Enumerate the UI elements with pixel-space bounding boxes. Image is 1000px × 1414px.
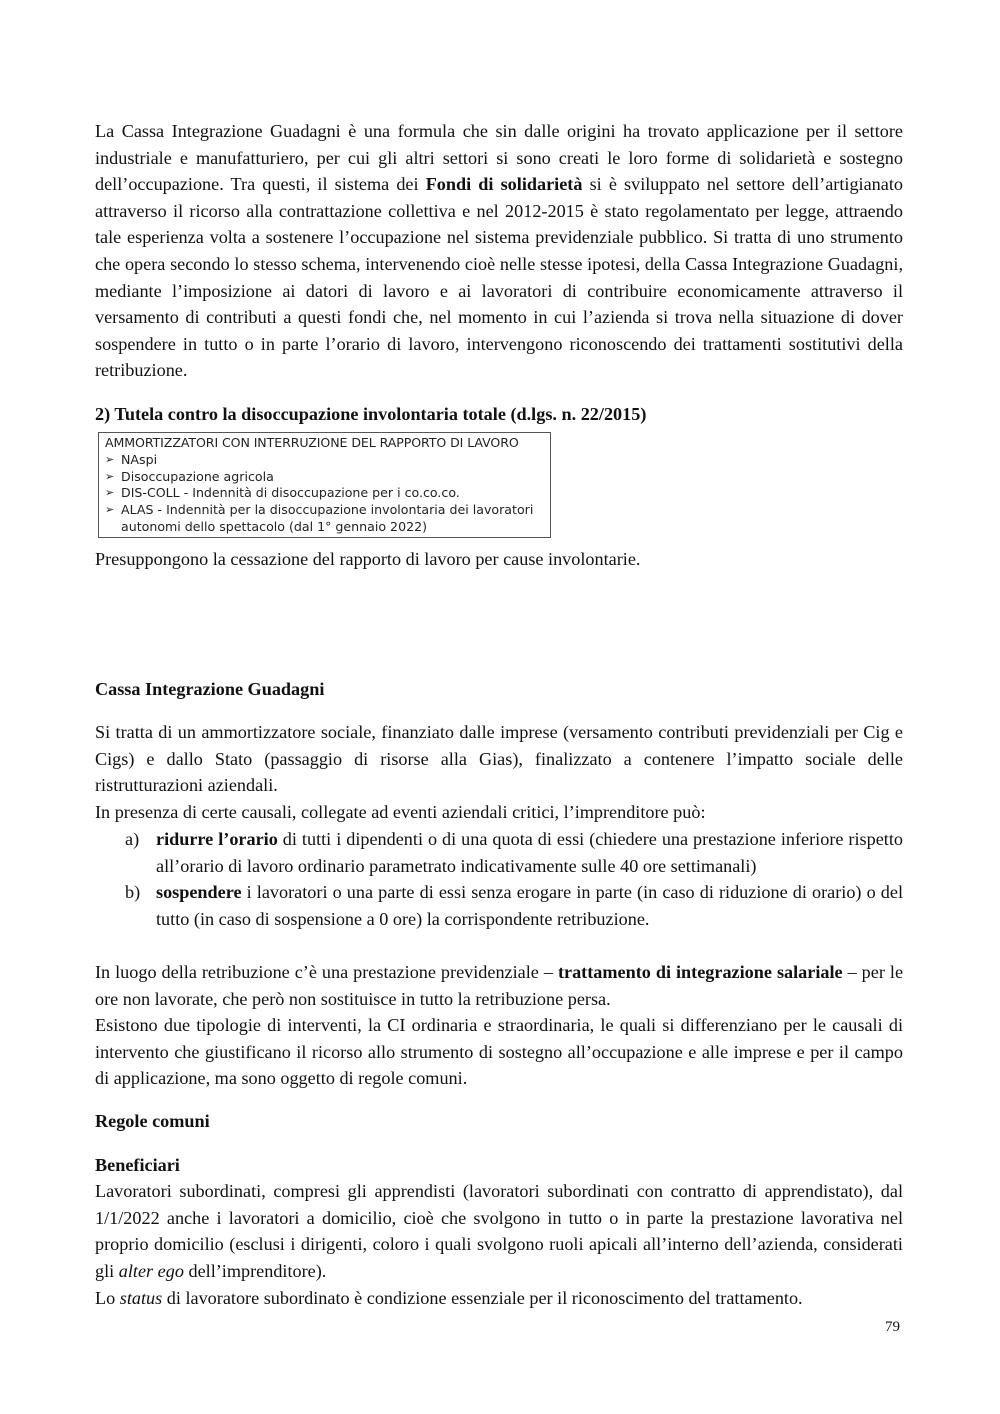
bold-fondi: Fondi di solidarietà xyxy=(425,174,583,195)
arrow-bullet-icon: ➢ xyxy=(105,452,115,466)
cig-paragraph-4: Esistono due tipologie di interventi, la CI ordinaria e straordinaria, le quali si differenziano per le causali di intervento che giustificano il ricorso allo strumento di sostegno all’occupazione e alle imprese e per il campo di applicazione, ma sono oggetto di regole comuni. xyxy=(95,1015,903,1089)
cig-list xyxy=(95,826,903,932)
status-paragraph: Lo status di lavoratore subordinato è condizione essenziale per il riconoscimento del trattamento. xyxy=(95,1288,803,1308)
cig-paragraph-3: In luogo della retribuzione c’è una prestazione previdenziale – trattamento di integrazione salariale – per le ore non lavorate, che però non sostituisce in tutto la retribuzione persa. xyxy=(95,962,904,1009)
list-item: a) ridurre l’orario di tutti i dipendenti o di una quota di essi (chiedere una prestazione inferiore rispetto all’orario di lavoro ordinario parametrato indicativamente sulle 40 ore settimanali) xyxy=(95,826,903,879)
arrow-bullet-icon: ➢ xyxy=(105,469,115,483)
ammortizzatori-box xyxy=(98,432,551,538)
presupposti-paragraph: Presuppongono la cessazione del rapporto di lavoro per cause involontarie. xyxy=(95,549,641,569)
box-list xyxy=(105,452,550,536)
list-item: b) sospendere i lavoratori o una parte di essi senza erogare in parte (in caso di riduzione di orario) o del tutto (in caso di sospensione a 0 ore) la corrispondente retribuzione. xyxy=(95,879,903,932)
box-item: ➢ ALAS - Indennità per la disoccupazione involontaria dei lavoratori autonomi dello spettacolo (dal 1° gennaio 2022) xyxy=(105,502,534,534)
box-item: ➢ NAspi xyxy=(105,451,158,467)
arrow-bullet-icon: ➢ xyxy=(105,486,115,500)
cig-heading: Cassa Integrazione Guadagni xyxy=(95,679,325,699)
regole-heading: Regole comuni xyxy=(95,1111,210,1131)
arrow-bullet-icon: ➢ xyxy=(105,503,115,517)
list-marker: b) xyxy=(125,882,141,903)
beneficiari-paragraph: Lavoratori subordinati, compresi gli apprendisti (lavoratori subordinati con contratto di apprendistato), dal 1/1/2022 anche i lavoratori a domicilio, cioè che svolgono in tutto o in parte la prestazione lavorativa nel proprio domicilio (esclusi i dirigenti, coloro i quali svolgono ruoli apicali all’interno dell’azienda, considerati gli alter ego dell’imprenditore). xyxy=(95,1181,903,1281)
box-item: ➢ DIS-COLL - Indennità di disoccupazione per i co.co.co. xyxy=(105,485,460,501)
intro-paragraph: La Cassa Integrazione Guadagni è una formula che sin dalle origini ha trovato applicazione per il settore industriale e manufatturiero, per cui gli altri settori si sono creati le loro forme di solidarietà e sostegno dell’occupazione. Tra questi, il sistema dei Fondi di solidarietà si è sviluppato nel settore dell’artigianato attraverso il ricorso alla contrattazione collettiva e nel 2012-2015 è stato regolamentato per legge, attraendo tale esperienza volta a sostenere l’occupazione nel sistema previdenziale pubblico. Si tratta di uno strumento che opera secondo lo stesso schema, intervenendo cioè nelle stesse ipotesi, della Cassa Integrazione Guadagni, mediante l’imposizione ai datori di lavoro e ai lavoratori di contribuire economicamente attraverso il versamento di contributi a questi fondi che, nel momento in cui l’azienda si trova nella situazione di dover sospendere in tutto o in parte l’orario di lavoro, intervengono riconoscendo dei trattamenti sostitutivi della retribuzione. xyxy=(95,121,903,381)
cig-paragraph-2: In presenza di certe causali, collegate ad eventi aziendali critici, l’imprenditore può: xyxy=(95,802,706,822)
section2-heading: 2) Tutela contro la disoccupazione involontaria totale (d.lgs. n. 22/2015) xyxy=(95,404,647,424)
beneficiari-heading: Beneficiari xyxy=(95,1155,180,1175)
page-number: 79 xyxy=(885,1319,900,1335)
list-marker: a) xyxy=(125,829,140,849)
cig-paragraph-1: Si tratta di un ammortizzatore sociale, finanziato dalle imprese (versamento contributi previdenziali per Cig e Cigs) e dallo Stato (passaggio di risorse alla Gias), finalizzato a contenere l’impatto sociale delle ristrutturazioni aziendali. xyxy=(95,722,903,796)
box-item: ➢ Disoccupazione agricola xyxy=(105,468,274,484)
box-title: AMMORTIZZATORI CON INTERRUZIONE DEL RAPPORTO DI LAVORO xyxy=(105,435,519,450)
